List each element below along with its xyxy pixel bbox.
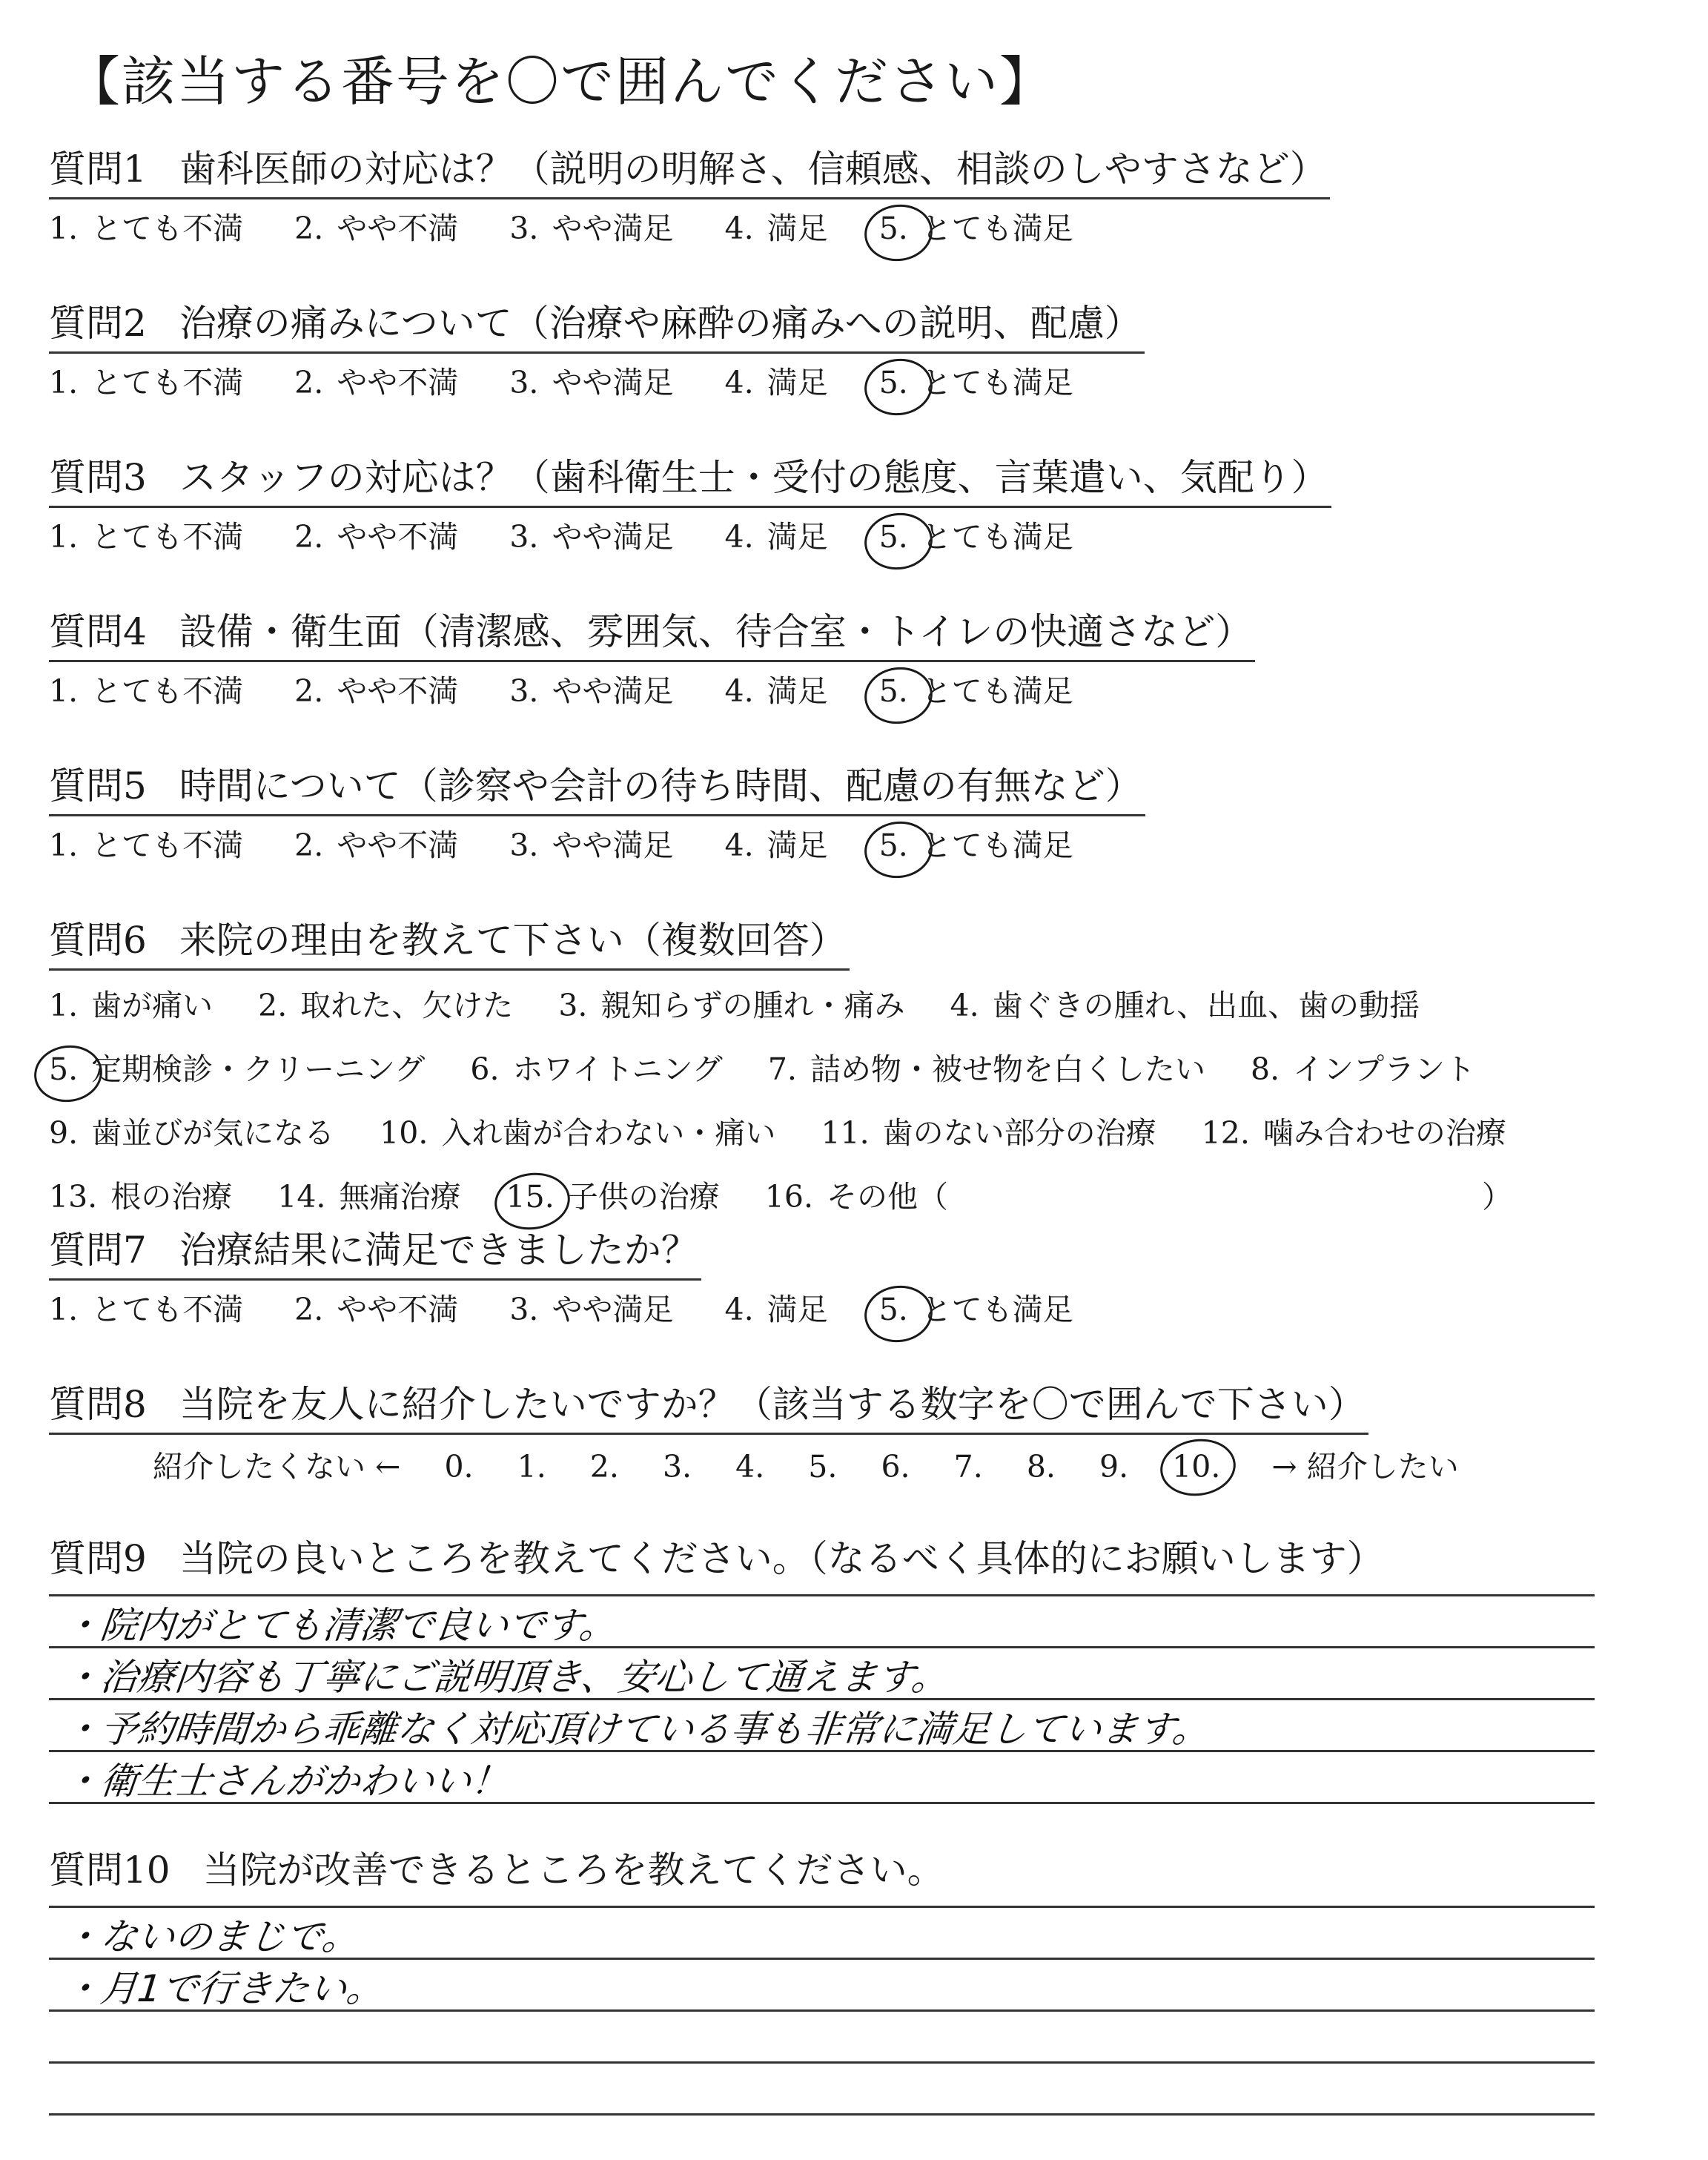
question-8 xyxy=(49,1381,1665,1488)
option-3[interactable]: 3. やや満足 xyxy=(509,1292,674,1327)
reason-3[interactable]: 3. 親知らずの腫れ・痛み xyxy=(558,988,905,1023)
reason-9[interactable]: 9. 歯並びが気になる xyxy=(49,1115,335,1151)
option-2[interactable]: 2. やや不満 xyxy=(294,211,459,246)
option-4[interactable]: 4. 満足 xyxy=(724,1292,828,1327)
option-1[interactable]: 1. とても不満 xyxy=(49,365,244,400)
option-1[interactable]: 1. とても不満 xyxy=(49,673,244,709)
reason-7[interactable]: 7. 詰め物・被せ物を白くしたい xyxy=(767,1051,1205,1087)
question-8-title: 質問8 当院を友人に紹介したいですか？（該当する数字を〇で囲んで下さい） xyxy=(49,1381,1368,1435)
handwritten-answer: ・院内がとても清潔で良いです。 xyxy=(61,1604,619,1647)
handwritten-answer: ・治療内容も丁寧にご説明頂き、安心して通えます。 xyxy=(61,1656,951,1699)
option-5-selected[interactable]: 5. とても満足 xyxy=(878,673,1073,709)
question-6-title: 質問6 来院の理由を教えて下さい（複数回答） xyxy=(49,916,850,971)
question-9 xyxy=(49,1535,1665,1582)
option-1[interactable]: 1. とても不満 xyxy=(49,828,244,863)
option-4[interactable]: 4. 満足 xyxy=(724,365,828,400)
question-2 xyxy=(49,300,1665,404)
score-5[interactable]: 5. xyxy=(808,1449,838,1484)
option-3[interactable]: 3. やや満足 xyxy=(509,211,674,246)
option-3[interactable]: 3. やや満足 xyxy=(509,673,674,709)
question-5-scale xyxy=(49,824,1665,867)
scale-right-label: → 紹介したい xyxy=(1271,1449,1459,1484)
option-2[interactable]: 2. やや不満 xyxy=(294,828,459,863)
page-title: 【該当する番号を〇で囲んでください】 xyxy=(67,50,1055,113)
option-3[interactable]: 3. やや満足 xyxy=(509,365,674,400)
question-4-title: 質問4 設備・衛生面（清潔感、雰囲気、待合室・トイレの快適さなど） xyxy=(49,608,1255,662)
question-1-title: 質問1 歯科医師の対応は？（説明の明解さ、信頼感、相談のしやすさなど） xyxy=(49,145,1330,199)
handwritten-answer: ・ないのまじで。 xyxy=(61,1915,362,1958)
option-4[interactable]: 4. 満足 xyxy=(724,519,828,555)
option-4[interactable]: 4. 満足 xyxy=(724,828,828,863)
option-1[interactable]: 1. とても不満 xyxy=(49,519,244,555)
question-4 xyxy=(49,608,1665,713)
option-3[interactable]: 3. やや満足 xyxy=(509,828,674,863)
score-10-selected[interactable]: 10. xyxy=(1172,1445,1220,1488)
score-7[interactable]: 7. xyxy=(953,1449,983,1484)
question-9-title: 質問9 当院の良いところを教えてください。（なるべく具体的にお願いします） xyxy=(49,1537,1384,1580)
question-7-scale xyxy=(49,1288,1665,1331)
question-2-scale xyxy=(49,361,1665,404)
score-2[interactable]: 2. xyxy=(589,1449,619,1484)
option-5-selected[interactable]: 5. とても満足 xyxy=(878,365,1073,400)
reason-5-selected[interactable]: 5. 定期検診・クリーニング xyxy=(49,1051,426,1087)
question-6-options xyxy=(49,974,1665,1229)
score-3[interactable]: 3. xyxy=(662,1449,692,1484)
option-5-selected[interactable]: 5. とても満足 xyxy=(878,1292,1073,1327)
option-2[interactable]: 2. やや不満 xyxy=(294,519,459,555)
option-2[interactable]: 2. やや不満 xyxy=(294,365,459,400)
question-7-title: 質問7 治療結果に満足できましたか？ xyxy=(49,1226,701,1281)
reason-6[interactable]: 6. ホワイトニング xyxy=(470,1051,723,1087)
option-5-selected[interactable]: 5. とても満足 xyxy=(878,828,1073,863)
reason-10[interactable]: 10. 入れ歯が合わない・痛い xyxy=(380,1115,776,1151)
option-2[interactable]: 2. やや不満 xyxy=(294,673,459,709)
question-3-title: 質問3 スタッフの対応は？（歯科衛生士・受付の態度、言葉遣い、気配り） xyxy=(49,454,1331,508)
question-4-scale xyxy=(49,670,1665,713)
reason-8[interactable]: 8. インプラント xyxy=(1251,1051,1476,1087)
ruled-line xyxy=(49,2113,1595,2116)
score-6[interactable]: 6. xyxy=(881,1449,910,1484)
question-10 xyxy=(49,1846,1665,1894)
option-3[interactable]: 3. やや満足 xyxy=(509,519,674,555)
reason-2[interactable]: 2. 取れた、欠けた xyxy=(258,988,514,1023)
reason-12[interactable]: 12. 噛み合わせの治療 xyxy=(1201,1115,1506,1151)
question-3 xyxy=(49,454,1665,558)
reason-14[interactable]: 14. 無痛治療 xyxy=(277,1179,461,1215)
question-3-scale xyxy=(49,515,1665,558)
score-0[interactable]: 0. xyxy=(444,1449,474,1484)
question-1 xyxy=(49,145,1665,250)
question-5 xyxy=(49,762,1665,867)
question-1-scale xyxy=(49,207,1665,250)
question-5-title: 質問5 時間について（診察や会計の待ち時間、配慮の有無など） xyxy=(49,762,1145,816)
score-8[interactable]: 8. xyxy=(1026,1449,1056,1484)
reason-11[interactable]: 11. 歯のない部分の治療 xyxy=(821,1115,1156,1151)
ruled-line xyxy=(49,2061,1595,2064)
option-5-selected[interactable]: 5. とても満足 xyxy=(878,519,1073,555)
option-4[interactable]: 4. 満足 xyxy=(724,211,828,246)
score-4[interactable]: 4. xyxy=(735,1449,765,1484)
score-1[interactable]: 1. xyxy=(517,1449,546,1484)
recommend-scale xyxy=(49,1445,1665,1488)
handwritten-answer: ・月1で行きたい。 xyxy=(61,1967,386,2010)
option-5-selected[interactable]: 5. とても満足 xyxy=(878,211,1073,246)
reason-16[interactable]: 16. その他（ ） xyxy=(764,1179,1513,1215)
reason-15-selected[interactable]: 15. 子供の治療 xyxy=(506,1179,720,1215)
handwritten-answer: ・衛生士さんがかわいい！ xyxy=(61,1760,511,1803)
option-1[interactable]: 1. とても不満 xyxy=(49,211,244,246)
option-1[interactable]: 1. とても不満 xyxy=(49,1292,244,1327)
question-7 xyxy=(49,1226,1665,1331)
option-4[interactable]: 4. 満足 xyxy=(724,673,828,709)
scale-left-label: 紹介したくない ← xyxy=(153,1449,401,1484)
handwritten-answer: ・予約時間から乖離なく対応頂けている事も非常に満足しています。 xyxy=(61,1708,1212,1751)
question-10-title: 質問10 当院が改善できるところを教えてください。 xyxy=(49,1849,944,1892)
reason-13[interactable]: 13. 根の治療 xyxy=(49,1179,233,1215)
question-2-title: 質問2 治療の痛みについて（治療や麻酔の痛みへの説明、配慮） xyxy=(49,300,1145,354)
question-6 xyxy=(49,916,1665,1229)
reason-4[interactable]: 4. 歯ぐきの腫れ、出血、歯の動揺 xyxy=(950,988,1420,1023)
option-2[interactable]: 2. やや不満 xyxy=(294,1292,459,1327)
reason-1[interactable]: 1. 歯が痛い xyxy=(49,988,214,1023)
score-9[interactable]: 9. xyxy=(1099,1449,1129,1484)
